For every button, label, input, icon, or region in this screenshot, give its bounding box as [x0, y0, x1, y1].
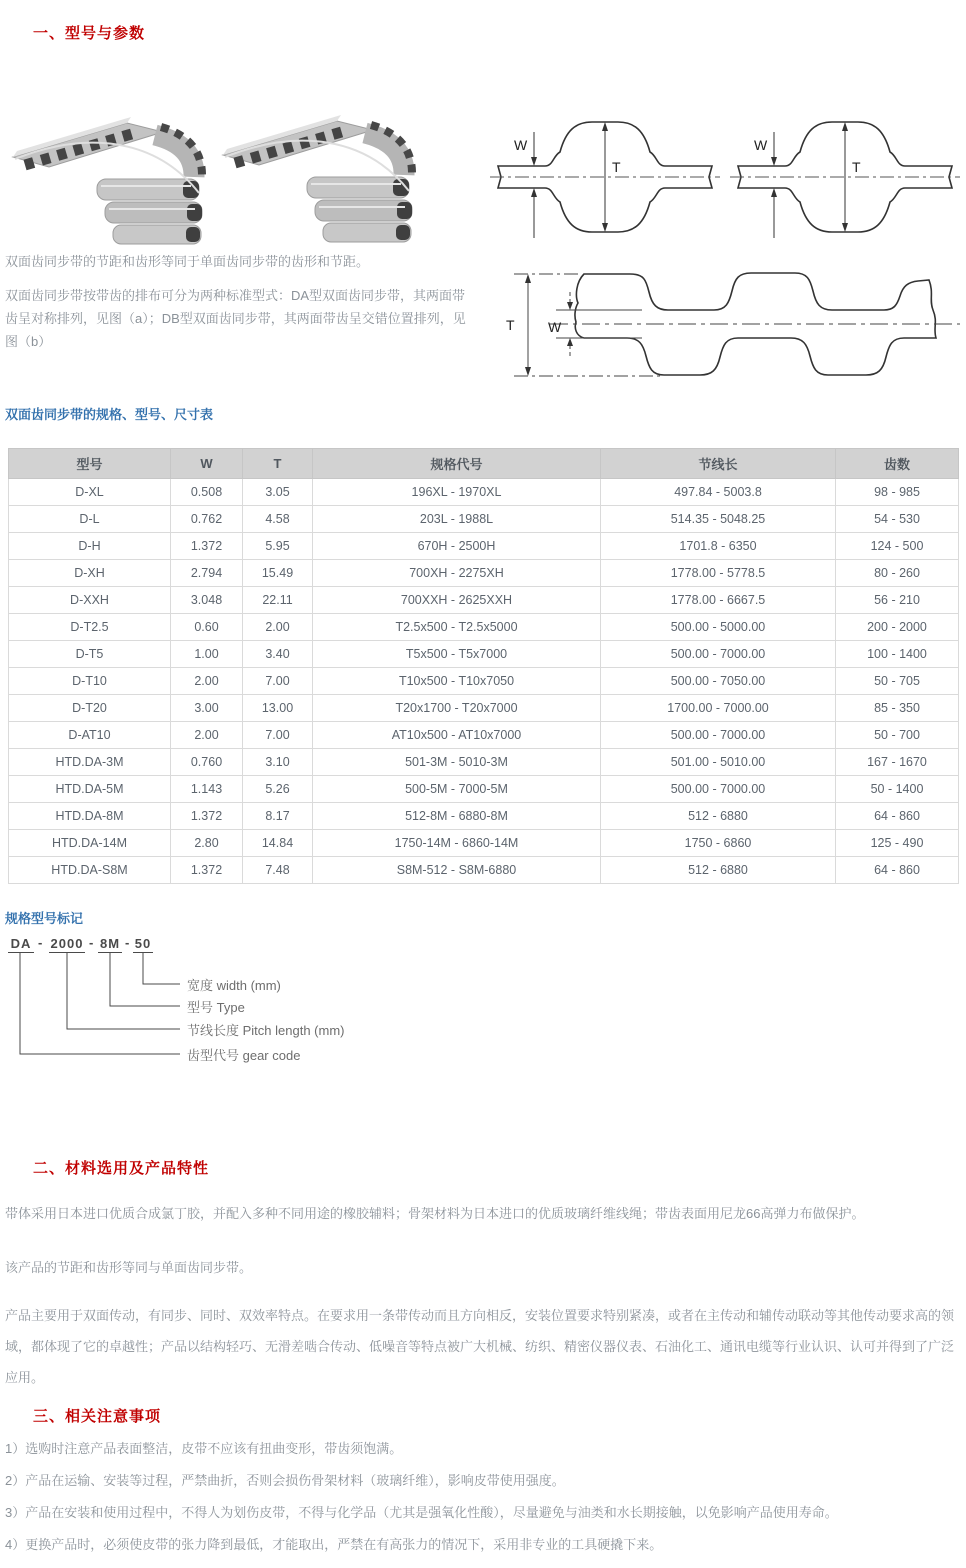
spec-table-heading: 双面齿同步带的规格、型号、尺寸表: [5, 407, 214, 422]
table-cell: 500.00 - 5000.00: [601, 614, 836, 641]
table-cell: 1778.00 - 6667.5: [601, 587, 836, 614]
table-cell: 514.35 - 5048.25: [601, 506, 836, 533]
table-cell: 50 - 700: [836, 722, 959, 749]
table-cell: 5.26: [243, 776, 313, 803]
table-cell: 500.00 - 7000.00: [601, 641, 836, 668]
table-cell: 1.00: [171, 641, 243, 668]
table-cell: AT10x500 - AT10x7000: [313, 722, 601, 749]
table-cell: D-AT10: [9, 722, 171, 749]
table-row: [9, 803, 959, 830]
spec-table: [8, 448, 959, 884]
intro-line: 图（b）: [5, 334, 52, 349]
column-header-teeth-count: 齿数: [836, 449, 959, 479]
marking-label-type: 型号 Type: [187, 1000, 245, 1015]
table-row: [9, 560, 959, 587]
table-cell: 0.60: [171, 614, 243, 641]
table-cell: 7.00: [243, 722, 313, 749]
table-cell: 0.762: [171, 506, 243, 533]
table-cell: 50 - 1400: [836, 776, 959, 803]
marking-label-width: 宽度 width (mm): [187, 978, 281, 993]
table-cell: 500.00 - 7000.00: [601, 776, 836, 803]
table-cell: 203L - 1988L: [313, 506, 601, 533]
table-row: [9, 749, 959, 776]
table-cell: 1.372: [171, 857, 243, 884]
note-item: 4）更换产品时，必须使皮带的张力降到最低，才能取出，严禁在有高张力的情况下，采用非专业的工具硬撬下来。: [5, 1537, 663, 1552]
table-cell: HTD.DA-14M: [9, 830, 171, 857]
table-cell: HTD.DA-5M: [9, 776, 171, 803]
section1-heading: 一、型号与参数: [33, 25, 146, 42]
table-cell: 500-5M - 7000-5M: [313, 776, 601, 803]
table-cell: 80 - 260: [836, 560, 959, 587]
table-cell: 670H - 2500H: [313, 533, 601, 560]
section2-heading: 二、材料选用及产品特性: [33, 1160, 210, 1177]
column-header-t: T: [243, 449, 313, 479]
table-cell: 2.00: [243, 614, 313, 641]
table-cell: 0.508: [171, 479, 243, 506]
table-cell: D-XL: [9, 479, 171, 506]
table-cell: D-T10: [9, 668, 171, 695]
table-cell: 125 - 490: [836, 830, 959, 857]
table-row: [9, 668, 959, 695]
table-cell: 1700.00 - 7000.00: [601, 695, 836, 722]
table-cell: T2.5x500 - T2.5x5000: [313, 614, 601, 641]
table-row: [9, 857, 959, 884]
table-cell: 512 - 6880: [601, 857, 836, 884]
t-dimension-label: T: [852, 159, 861, 175]
note-item: 1）选购时注意产品表面整洁，皮带不应该有扭曲变形，带齿须饱满。: [5, 1441, 403, 1456]
table-cell: 200 - 2000: [836, 614, 959, 641]
table-cell: 22.11: [243, 587, 313, 614]
table-cell: 3.00: [171, 695, 243, 722]
marking-label-gearcode: 齿型代号 gear code: [187, 1048, 301, 1063]
table-cell: 1.372: [171, 803, 243, 830]
table-cell: 3.40: [243, 641, 313, 668]
table-row: [9, 830, 959, 857]
table-cell: 13.00: [243, 695, 313, 722]
table-cell: 0.760: [171, 749, 243, 776]
table-cell: 700XXH - 2625XXH: [313, 587, 601, 614]
table-cell: 167 - 1670: [836, 749, 959, 776]
table-cell: T5x500 - T5x7000: [313, 641, 601, 668]
table-cell: 56 - 210: [836, 587, 959, 614]
table-cell: 5.95: [243, 533, 313, 560]
table-cell: 501.00 - 5010.00: [601, 749, 836, 776]
table-cell: 15.49: [243, 560, 313, 587]
section3-heading: 三、相关注意事项: [33, 1408, 162, 1425]
table-cell: 196XL - 1970XL: [313, 479, 601, 506]
table-cell: 1778.00 - 5778.5: [601, 560, 836, 587]
table-cell: T20x1700 - T20x7000: [313, 695, 601, 722]
table-cell: 7.48: [243, 857, 313, 884]
intro-paragraphs: [5, 250, 485, 353]
table-cell: D-T2.5: [9, 614, 171, 641]
table-row: [9, 722, 959, 749]
table-row: [9, 506, 959, 533]
table-cell: 50 - 705: [836, 668, 959, 695]
table-cell: 98 - 985: [836, 479, 959, 506]
marking-diagram: [5, 933, 605, 1073]
intro-line: 齿呈对称排列，见图（a）；DB型双面齿同步带，其两面带齿呈交错位置排列，见: [5, 311, 466, 326]
table-cell: 1701.8 - 6350: [601, 533, 836, 560]
table-cell: 2.00: [171, 722, 243, 749]
table-row: [9, 776, 959, 803]
code-part-type: 8M: [99, 936, 121, 951]
w-dimension-label: W: [754, 137, 768, 153]
table-cell: HTD.DA-S8M: [9, 857, 171, 884]
application-paragraph: 产品主要用于双面传动，有同步、同时、双效率特点。在要求用一条带传动而且方向相反，安装位置要求特别紧凑，或者在主传动和辅传动联动等其他传动要求高的领域，都体现了它的卓越性；产品以结构轻巧、无滑差啮合传动、低噪音等特点被广大机械、纺织、精密仪器仪表、石油化工、通讯电缆等行业认识、认可并得到了广泛应用。: [5, 1308, 955, 1385]
table-row: [9, 479, 959, 506]
table-cell: 1.143: [171, 776, 243, 803]
table-cell: D-L: [9, 506, 171, 533]
table-cell: 64 - 860: [836, 803, 959, 830]
table-cell: D-XXH: [9, 587, 171, 614]
belt-profile-diagram: [492, 248, 962, 398]
table-cell: 500.00 - 7000.00: [601, 722, 836, 749]
table-cell: 2.80: [171, 830, 243, 857]
table-header-row: [9, 449, 959, 479]
code-separator: -: [38, 935, 43, 950]
belt-photos-image: [5, 103, 475, 253]
table-cell: HTD.DA-3M: [9, 749, 171, 776]
note-item: 2）产品在运输、安装等过程，严禁曲折，否则会损伤骨架材料（玻璃纤维），影响皮带使用强度。: [5, 1473, 565, 1488]
w-dimension-label: W: [514, 137, 528, 153]
table-cell: S8M-512 - S8M-6880: [313, 857, 601, 884]
table-cell: 1.372: [171, 533, 243, 560]
table-cell: 2.00: [171, 668, 243, 695]
table-cell: HTD.DA-8M: [9, 803, 171, 830]
table-row: [9, 695, 959, 722]
t-dimension-label: T: [506, 317, 515, 333]
marking-label-pitch: 节线长度 Pitch length (mm): [187, 1023, 345, 1038]
intro-line: 双面齿同步带按带齿的排布可分为两种标准型式：DA型双面齿同步带，其两面带: [5, 288, 466, 303]
marking-heading: 规格型号标记: [5, 911, 84, 926]
table-row: [9, 533, 959, 560]
table-cell: 3.05: [243, 479, 313, 506]
column-header-pitch-length: 节线长: [601, 449, 836, 479]
table-cell: 54 - 530: [836, 506, 959, 533]
table-cell: 700XH - 2275XH: [313, 560, 601, 587]
table-cell: D-T5: [9, 641, 171, 668]
table-cell: 500.00 - 7050.00: [601, 668, 836, 695]
table-row: [9, 614, 959, 641]
table-cell: 501-3M - 5010-3M: [313, 749, 601, 776]
material-paragraph: 带体采用日本进口优质合成氯丁胶，并配入多种不同用途的橡胶辅料；骨架材料为日本进口的优质玻璃纤维线绳；带齿表面用尼龙66高弹力布做保护。: [5, 1206, 865, 1221]
column-header-model: 型号: [9, 449, 171, 479]
table-cell: 64 - 860: [836, 857, 959, 884]
table-cell: 124 - 500: [836, 533, 959, 560]
table-cell: 1750 - 6860: [601, 830, 836, 857]
code-part-width: 50: [134, 936, 152, 951]
table-cell: 7.00: [243, 668, 313, 695]
table-cell: D-XH: [9, 560, 171, 587]
table-cell: T10x500 - T10x7050: [313, 668, 601, 695]
table-cell: 3.10: [243, 749, 313, 776]
pitch-paragraph: 该产品的节距和齿形等同与单面齿同步带。: [5, 1260, 253, 1275]
table-cell: 2.794: [171, 560, 243, 587]
table-cell: D-H: [9, 533, 171, 560]
table-cell: 100 - 1400: [836, 641, 959, 668]
t-dimension-label: T: [612, 159, 621, 175]
table-cell: 497.84 - 5003.8: [601, 479, 836, 506]
code-part-length: 2000: [50, 936, 84, 951]
notes-list: [5, 1438, 961, 1566]
table-row: [9, 641, 959, 668]
column-header-spec-code: 规格代号: [313, 449, 601, 479]
table-cell: 4.58: [243, 506, 313, 533]
table-cell: 14.84: [243, 830, 313, 857]
column-header-w: W: [171, 449, 243, 479]
w-dimension-label: W: [548, 319, 562, 335]
code-part-gear: DA: [8, 936, 34, 953]
intro-line: 双面齿同步带的节距和齿形等同于单面齿同步带的齿形和节距。: [5, 254, 370, 269]
note-item: 3）产品在安装和使用过程中，不得人为划伤皮带，不得与化学品（尤其是强氧化性酸），尽量避免与油类和水长期接触，以免影响产品使用寿命。: [5, 1505, 838, 1520]
table-row: [9, 587, 959, 614]
table-body: [9, 479, 959, 884]
table-cell: 512 - 6880: [601, 803, 836, 830]
code-separator: -: [125, 935, 130, 950]
table-cell: 1750-14M - 6860-14M: [313, 830, 601, 857]
table-cell: D-T20: [9, 695, 171, 722]
table-cell: 512-8M - 6880-8M: [313, 803, 601, 830]
table-cell: 85 - 350: [836, 695, 959, 722]
code-separator: -: [89, 935, 94, 950]
table-cell: 3.048: [171, 587, 243, 614]
table-cell: 8.17: [243, 803, 313, 830]
cross-section-diagram: [490, 106, 960, 248]
